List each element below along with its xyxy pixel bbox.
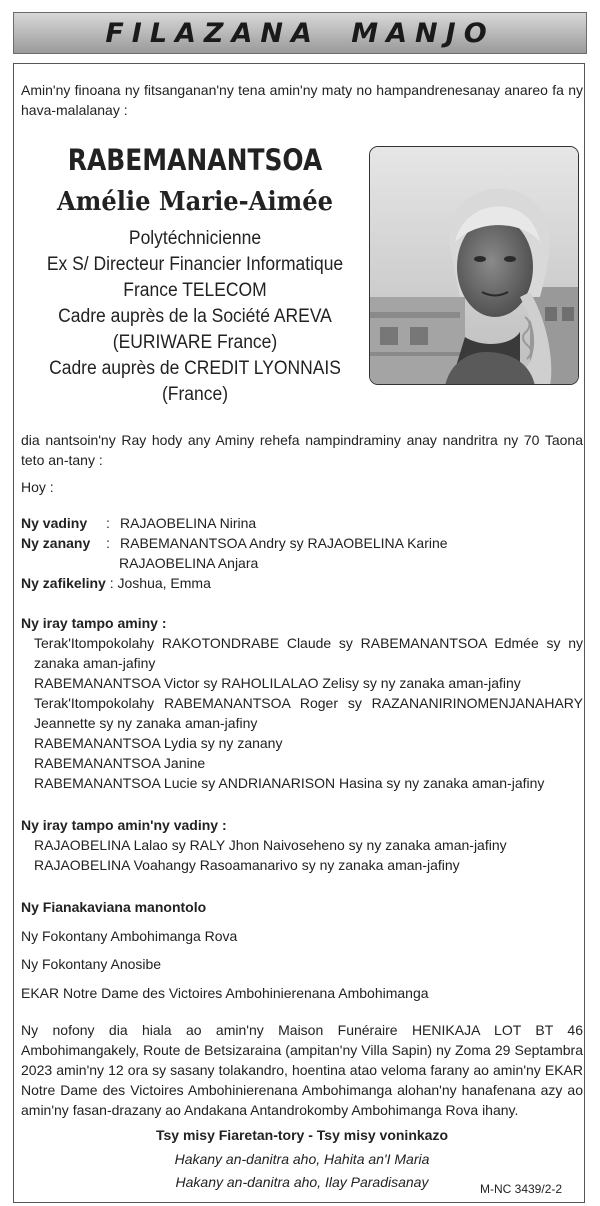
colon: : [106,515,110,531]
spouse-sibling-line: RAJAOBELINA Lalao sy RALY Jhon Naivoseheno sy ny zanaka aman-jafiny [34,837,507,853]
sibling-line: RABEMANANTSOA Victor sy RAHOLILALAO Zelisy sy ny zanaka aman-jafiny [34,675,521,691]
spouse-sibling-line: RAJAOBELINA Voahangy Rasoamanarivo sy ny zanaka aman-jafiny [34,857,460,873]
sibling-line: Terak'Itompokolahy RABEMANANTSOA Roger sy RAZANANIRINOMENJANAHARY Jeannette sy ny zanaka aman-jafiny [34,695,583,731]
colon: : [106,535,110,551]
children-label: Ny zanany [21,535,91,551]
spouse-name: RAJAOBELINA Nirina [120,515,257,531]
sibling-line: RABEMANANTSOA Lucie sy ANDRIANARISON Hasina sy ny zanaka aman-jafiny [34,775,545,791]
verse-line: Hakany an-danitra aho, Ilay Paradisanay [175,1174,429,1190]
deceased-surname: RABEMANANTSOA [67,143,323,177]
notice-header [13,12,587,54]
children-names: RABEMANANTSOA Andry sy RAJAOBELINA Karine [120,535,448,551]
death-notice-text: dia nantsoin'ny Ray hody any Aminy rehefa nampindraminy anay nandritra ny 70 Taona teto an-tany : [21,432,583,468]
reference-code: M-NC 3439/2-2 [480,1182,563,1196]
grandchildren-row [21,573,211,593]
hoy-label: Hoy : [21,479,54,495]
sibling-line: RABEMANANTSOA Janine [34,755,206,771]
notice-title: FILAZANA MANJO [105,17,495,49]
funeral-details: Ny nofony dia hiala ao amin'ny Maison Funéraire HENIKAJA LOT BT 46 Ambohimangakely, Route de Betsizaraina (ampitan'ny Villa Sapin) ny Zoma 29 Septambra 2023 amin'ny 12 ora sy sasany tolakandro, hoentina atao veloma farany ao amin'ny EKAR Notre Dame des Victoires Ambohinierenana Ambohimanga alohan'ny hanafenana azy ao amin'ny fasan-drazany ao Andakana Antandrokomby Ambohimanga Rova ihany. [21,1022,583,1118]
title-line: (France) [161,384,229,405]
deceased-titles [25,226,365,408]
no-wake-notice: Tsy misy Fiaretan-tory - Tsy misy voninkazo [155,1127,449,1143]
siblings-heading: Ny iray tampo aminy : [21,615,167,631]
title-line: Polytéchnicienne [128,228,262,249]
title-line: France TELECOM [123,280,267,301]
community-line: Ny Fokontany Anosibe [21,956,162,972]
children-row-2: RAJAOBELINA Anjara [119,555,259,571]
extended-family-heading: Ny Fianakaviana manontolo [21,899,207,915]
spouse-label: Ny vadiny [21,515,88,531]
title-line: Ex S/ Directeur Financier Informatique [46,254,344,275]
portrait-image [370,147,579,385]
title-line: Cadre auprès de CREDIT LYONNAIS [49,358,341,379]
community-line: EKAR Notre Dame des Victoires Ambohinierenana Ambohimanga [21,985,429,1001]
title-line: Cadre auprès de la Société AREVA [58,306,332,327]
sibling-line: RABEMANANTSOA Lydia sy ny zanany [34,735,283,751]
title-line: (EURIWARE France) [112,332,278,353]
grandchildren-label: Ny zafikeliny [21,575,106,591]
children-row [21,533,448,553]
deceased-portrait [369,146,579,385]
intro-text: Amin'ny finoana ny fitsanganan'ny tena amin'ny maty no hampandrenesanay anareo fa ny hava-malalanay : [21,82,583,118]
grandchildren-names: Joshua, Emma [117,575,211,591]
spouse-row [21,513,256,533]
colon: : [109,575,114,591]
sibling-line: Terak'Itompokolahy RAKOTONDRABE Claude sy RABEMANANTSOA Edmée sy ny zanaka aman-jafiny [34,635,583,671]
verse-line: Hakany an-danitra aho, Hahita an'I Maria [174,1151,430,1167]
spouse-siblings-heading: Ny iray tampo amin'ny vadiny : [21,817,227,833]
community-line: Ny Fokontany Ambohimanga Rova [21,928,238,944]
deceased-given-names: Amélie Marie-Aimée [56,187,333,217]
